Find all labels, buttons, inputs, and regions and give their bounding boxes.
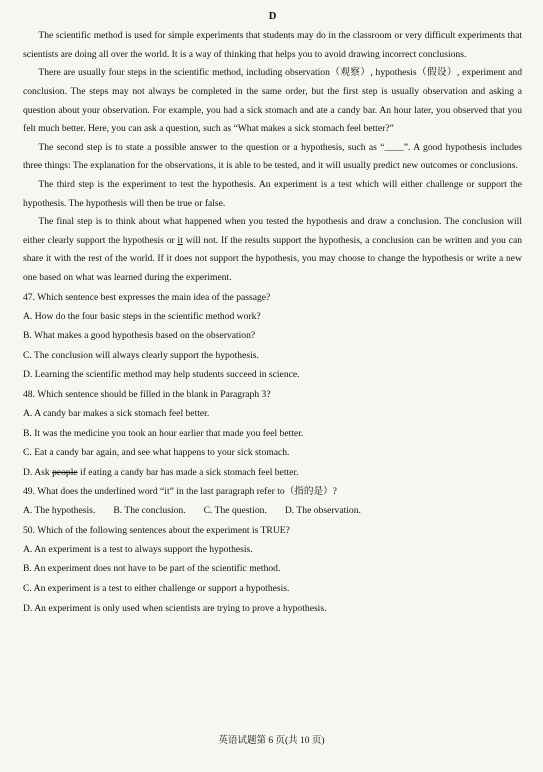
option-d-prefix: D. Ask xyxy=(23,466,53,478)
option-c: C. The question. xyxy=(203,505,267,517)
passage-paragraph-3: The second step is to state a possible answer to the question or a hypothesis, such as “____”. A good hypothesis includes three things: The explanation for the observations, it is able to be tested, and it will usually predict new outcomes or conclusions. xyxy=(23,141,522,172)
question-stem: 50. Which of the following sentences about the experiment is TRUE? xyxy=(23,524,290,536)
option-a: A. An experiment is a test to always support the hypothesis. xyxy=(23,543,253,555)
passage-paragraph-4: The third step is the experiment to test the hypothesis. An experiment is a test which will either challenge or support the hypothesis. The hypothesis will then be true or false. xyxy=(23,178,522,209)
section-label: D xyxy=(268,11,277,22)
option-d-rest: if eating a candy bar has made a sick stomach feel better. xyxy=(77,466,299,478)
passage-paragraph-1: The scientific method is used for simple experiments that students may do in the classroom or very difficult experiments that scientists are doing all over the world. It is a way of thinking that helps you to avoid drawing incorrect conclusions. xyxy=(23,30,522,60)
option-b: B. It was the medicine you took an hour earlier that made you feel better. xyxy=(23,427,304,439)
question-50 xyxy=(23,521,522,618)
paragraph-5-after: will not. If the results support the hypothesis, a conclusion can be written and you can share it with the rest of the world. If it does not support the hypothesis, you may choose to change the hypothesis or write a new one based on what was learned during the experiment. xyxy=(23,234,522,283)
option-d: D. Learning the scientific method may help students succeed in science. xyxy=(23,369,300,381)
options-row xyxy=(23,501,522,521)
option-a: A. A candy bar makes a sick stomach feel better. xyxy=(23,407,210,419)
question-48 xyxy=(23,385,522,482)
page-footer: 英语试题第 6 页(共 10 页) xyxy=(218,736,325,746)
option-b: B. The conclusion. xyxy=(113,505,186,517)
option-d xyxy=(23,463,522,483)
option-d: D. An experiment is only used when scientists are trying to prove a hypothesis. xyxy=(23,602,327,614)
option-c: C. An experiment is a test to either challenge or support a hypothesis. xyxy=(23,583,290,595)
question-47 xyxy=(23,288,522,385)
option-a: A. The hypothesis. xyxy=(23,505,96,517)
option-d: D. The observation. xyxy=(284,505,361,517)
passage-paragraph-2: There are usually four steps in the scientific method, including observation（观察）, hypothesis（假设）, experiment and conclusion. The steps may not always be completed in the same order, but the first step is usually observation and asking a question about your observation. For example, you had a sick stomach and ate a candy bar. An hour later, you observed that you felt much better. Here, you can ask a question, such as “What makes a sick stomach feel better?” xyxy=(23,67,522,135)
underlined-word: it xyxy=(177,234,183,246)
option-a: A. How do the four basic steps in the scientific method work? xyxy=(23,310,261,322)
question-stem: 48. Which sentence should be filled in the blank in Paragraph 3? xyxy=(23,388,271,400)
option-c: C. The conclusion will always clearly support the hypothesis. xyxy=(23,349,259,361)
option-b: B. What makes a good hypothesis based on the observation? xyxy=(23,330,256,342)
paragraph-5-before: The final step is to think about what happened when you tested the hypothesis and draw a conclusion. The conclusion will either clearly support the hypothesis or xyxy=(23,216,522,246)
option-c: C. Eat a candy bar again, and see what happens to your sick stomach. xyxy=(23,447,290,459)
question-stem: 47. Which sentence best expresses the main idea of the passage? xyxy=(23,291,271,303)
option-b: B. An experiment does not have to be part of the scientific method. xyxy=(23,563,281,575)
question-stem: 49. What does the underlined word “it” in the last paragraph refer to（指的是）? xyxy=(23,486,337,498)
passage-paragraph-5 xyxy=(23,213,522,287)
struck-word: people xyxy=(52,466,78,478)
question-49 xyxy=(23,482,522,521)
